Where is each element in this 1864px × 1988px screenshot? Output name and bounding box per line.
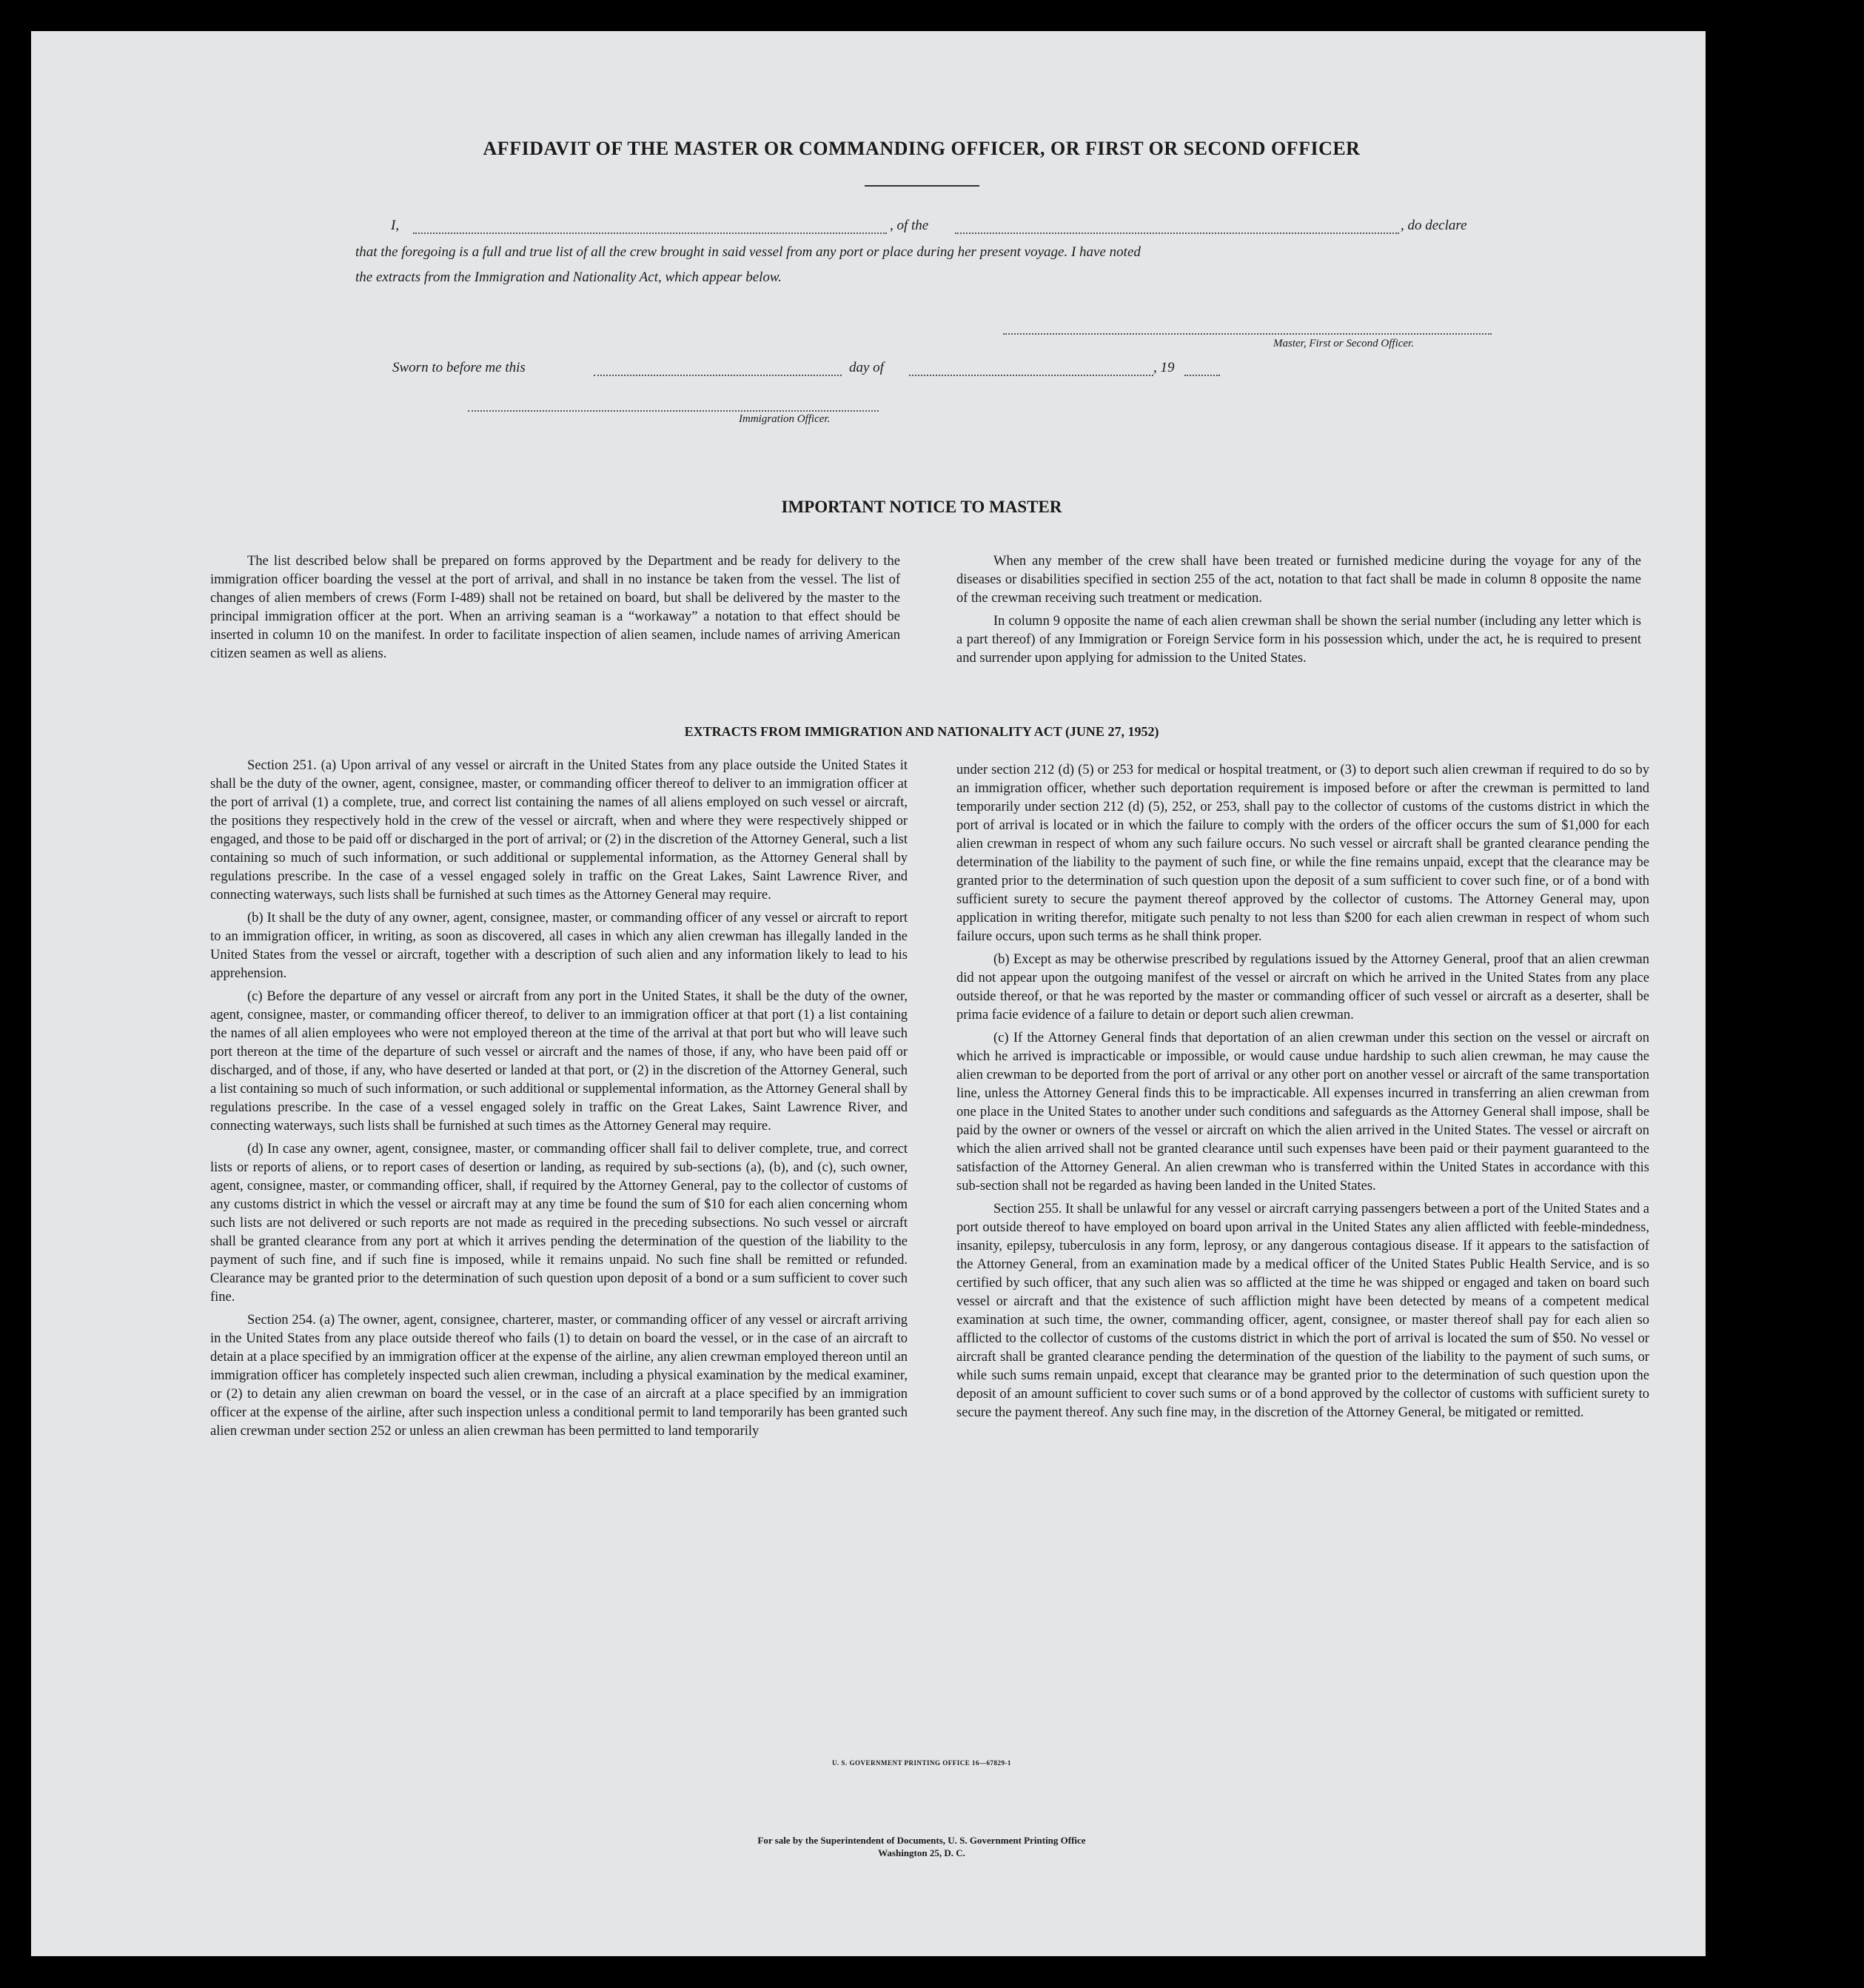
sworn-day-field[interactable] [594, 375, 842, 376]
notice-left-column [210, 552, 900, 668]
sworn-label: Sworn to before me this [392, 360, 526, 375]
sale-line-2: Washington 25, D. C. [878, 1847, 965, 1858]
notice-title: IMPORTANT NOTICE TO MASTER [781, 498, 1062, 516]
affidavit-line-3: the extracts from the Immigration and Nationality Act, which appear below. [355, 270, 782, 285]
name-field[interactable] [413, 232, 887, 234]
punch-hole [1746, 1659, 1775, 1688]
punch-hole [1744, 293, 1774, 323]
do-declare-label: , do declare [1401, 218, 1467, 233]
section-paragraph: Section 255. It shall be unlawful for any vessel or aircraft carrying passengers between a port of the United States and a port outside thereof to have employed on board upon arrival in the United States any alien afflicted with feeble-mindedness, insanity, epilepsy, tuberculosis in any form, leprosy, or any dangerous contagious disease. If it appears to the satisfaction of the Attorney General, from an examination made by a medical officer of the United States Public Health Service, and is so certified by such officer, that any such alien was so afflicted at the time he was shipped or engaged and taken on board such vessel or aircraft and that the existence of such affliction might have been detected by means of a competent medical examination at such time, the owner, commanding officer, agent, consignee, or master thereof shall pay for each alien so afflicted to the collector of customs of the customs district in which the port of arrival is located the sum of $50. No vessel or aircraft shall be granted clearance pending the determination of the question of the liability to the payment of such sums, or while such sums remain unpaid, except that clearance may be granted prior to the determination of such question upon the deposit of an amount sufficient to cover such sums or of a bond approved by the collector of customs with sufficient surety to secure the payment thereof. Any such fine may, in the discretion of the Attorney General, be mitigated or remitted. [956, 1202, 1649, 1420]
officer-signature-label: Immigration Officer. [739, 413, 831, 425]
i-label: I, [391, 218, 400, 233]
section-paragraph: Section 251. (a) Upon arrival of any vessel or aircraft in the United States from any place outside the United States it shall be the duty of the owner, agent, consignee, master, or commanding officer thereof to deliver to an immigration officer at the port of arrival (1) a complete, true, and correct list containing the names of all aliens employed on such vessel or aircraft, the positions they respectively hold in the crew of the vessel or aircraft, when and where they were respectively shipped or engaged, and those to be paid off or discharged in the port of arrival; or (2) in the discretion of the Attorney General, such a list containing so much of such information, or such additional or supplemental information, as the Attorney General shall by regulations prescribe. In the case of a vessel engaged solely in traffic on the Great Lakes, Saint Lawrence River, and connecting waterways, such lists shall be furnished at such times as the Attorney General may require. [210, 758, 908, 903]
notice-paragraph: When any member of the crew shall have been treated or furnished medicine during the voyage for any of the diseases or disabilities specified in section 255 of the act, notation to that fact shall be made in column 8 opposite the name of the crewman receiving such treatment or medication. [956, 554, 1641, 606]
notice-right-column [956, 552, 1641, 672]
notice-paragraph: In column 9 opposite the name of each alien crewman shall be shown the serial number (including any letter which is a part thereof) of any Immigration or Foreign Service form in his possession which, under the act, he is required to present and surrender upon applying for admission to the United States. [956, 614, 1641, 666]
punch-hole [1746, 1259, 1775, 1288]
section-paragraph: (b) It shall be the duty of any owner, agent, consignee, master, or commanding officer of any vessel or aircraft to report to an immigration officer, in writing, as soon as discovered, all cases in which any alien crewman has illegally landed in the United States from the vessel or aircraft, together with a description of such alien and any information likely to lead to his apprehension. [210, 911, 908, 981]
master-signature-label: Master, First or Second Officer. [1273, 338, 1414, 349]
section-paragraph: (d) In case any owner, agent, consignee, master, or commanding officer shall fail to deliver complete, true, and correct lists or reports of aliens, or to report cases of desertion or landing, as required by sub-sections (a), (b), and (c), such owner, agent, consignee, master, or commanding officer, shall, if required by the Attorney General, pay to the collector of customs of any customs district in which the vessel or aircraft may at any time be found the sum of $10 for each alien concerning whom such lists are not delivered or such reports are not made as required in the preceding subsections. No such vessel or aircraft shall be granted clearance from any port at which it arrives pending the determination of the question of the liability to the payment of such fine, and if such fine is imposed, while it remains unpaid. No such fine shall be remitted or refunded. Clearance may be granted prior to the determination of such question upon deposit of a bond or a sum sufficient to cover such fine. [210, 1142, 908, 1305]
day-of-label: day of [849, 360, 884, 375]
title-underline [865, 185, 979, 187]
year-label: , 19 [1153, 360, 1175, 375]
sworn-month-field[interactable] [909, 375, 1153, 376]
extracts-left-column [210, 757, 908, 1445]
punch-hole [1746, 592, 1775, 622]
affidavit-title: AFFIDAVIT OF THE MASTER OR COMMANDING OFFICER, OR FIRST OR SECOND OFFICER [483, 138, 1361, 159]
vessel-field[interactable] [955, 232, 1399, 234]
extracts-title: EXTRACTS FROM IMMIGRATION AND NATIONALITY ACT (JUNE 27, 1952) [684, 724, 1159, 739]
punch-hole [1746, 696, 1775, 726]
punch-hole [1746, 1762, 1775, 1792]
affidavit-line-2: that the foregoing is a full and true list of all the crew brought in said vessel from any port or place during her present voyage. I have noted [355, 244, 1141, 260]
sworn-year-field[interactable] [1184, 375, 1220, 376]
master-signature-field[interactable] [1003, 333, 1492, 335]
section-paragraph: Section 254. (a) The owner, agent, consignee, charterer, master, or commanding officer of any vessel or aircraft arriving in the United States from any place outside thereof who fails (1) to detain on board the vessel, or in the case of an aircraft to detain at a place specified by an immigration officer at the expense of the airline, any alien crewman employed thereon until an immigration officer has completely inspected such alien crewman, including a physical examination by the medical examiner, or (2) to detain any alien crewman on board the vessel, or in the case of an aircraft at a place specified by an immigration officer at the expense of the airline, after such inspection unless a conditional permit to land temporarily has been granted such alien crewman under section 252 or unless an alien crewman has been permitted to land temporarily [210, 1313, 908, 1439]
section-paragraph: (b) Except as may be otherwise prescribed by regulations issued by the Attorney General, proof that an alien crewman did not appear upon the outgoing manifest of the vessel or aircraft on which he arrived in the United States from any place outside thereof, or that he was reported by the master or commanding officer of such vessel or aircraft as a deserter, shall be prima facie evidence of a failure to detain or deport such alien crewman. [956, 952, 1649, 1023]
officer-signature-field[interactable] [468, 410, 879, 412]
sale-line-1: For sale by the Superintendent of Documents, U. S. Government Printing Office [757, 1835, 1086, 1846]
of-the-label: , of the [890, 218, 929, 233]
section-paragraph: (c) If the Attorney General finds that deportation of an alien crewman under this section on the vessel or aircraft on which he arrived is impracticable or impossible, or would cause undue hardship to such alien crewman, he may cause the alien crewman to be deported from the port of arrival or any other port on another vessel or aircraft of the same transportation line, unless the Attorney General finds this to be impracticable. All expenses incurred in transferring an alien crewman from one place in the United States to another under such conditions and safeguards as the Attorney General shall impose, shall be paid by the owner or owners of the vessel or aircraft on which the alien arrived in the United States. The vessel or aircraft on which the alien arrived shall not be granted clearance until such expenses have been paid or their payment guaranteed to the satisfaction of the Attorney General. An alien crewman who is transferred within the United States in accordance with this sub-section shall not be regarded as having been landed in the United States. [956, 1031, 1649, 1194]
gpo-imprint: U. S. GOVERNMENT PRINTING OFFICE 16—67829-1 [831, 1759, 1012, 1767]
section-paragraph: (c) Before the departure of any vessel or aircraft from any port in the United States, it shall be the duty of the owner, agent, consignee, master, or commanding officer thereof, to deliver to an immigration officer at that port (1) a list containing the names of all alien employees who were not employed thereon at the time of the arrival at that port but who will leave such port thereon at the time of the departure of such vessel or aircraft and the names of those, if any, who have been paid off or discharged, and of those, if any, who have deserted or landed at that port, or (2) in the discretion of the Attorney General, such a list containing so much of such information, or such additional or supplemental information, as the Attorney General shall by regulations prescribe. In the case of a vessel engaged solely in traffic on the Great Lakes, Saint Lawrence River, and connecting waterways, such lists shall be furnished at such times as the Attorney General may require. [210, 989, 908, 1134]
section-paragraph: under section 212 (d) (5) or 253 for medical or hospital treatment, or (3) to deport such alien crewman if required to do so by an immigration officer, whether such deportation requirement is imposed before or after the crewman is permitted to land temporarily under section 212 (d) (5), 252, or 253, shall pay to the collector of customs of the customs district in which the port of arrival is located or in which the failure to comply with the orders of the officer occurs the sum of $1,000 for each alien crewman in respect of whom any such failure occurs. No such vessel or aircraft shall be granted clearance pending the determination of the liability to the payment of such fine, or while the fine remains unpaid, except that the clearance may be granted prior to the determination of such question upon the deposit of a sum sufficient to cover such fine, or of a bond with sufficient surety to secure the payment thereof approved by the collector of customs. The Attorney General may, upon application in writing therefor, mitigate such penalty to not less than $200 for each alien crewman in respect of whom such failure occurs, upon such terms as he shall think proper. [956, 763, 1649, 944]
notice-paragraph: The list described below shall be prepared on forms approved by the Department and be ready for delivery to the immigration officer boarding the vessel at the port of arrival, and shall in no instance be taken from the vessel. The list of changes of alien members of crews (Form I-489) shall not be retained on board, but shall be delivered by the master to the principal immigration officer at the port. When an arriving seaman is a “workaway” a notation to that effect should be inserted in column 10 on the manifest. In order to facilitate inspection of alien seamen, include names of arriving American citizen seamen as well as aliens. [210, 554, 900, 661]
extracts-right-column [956, 761, 1649, 1427]
punch-hole [1746, 1333, 1775, 1362]
